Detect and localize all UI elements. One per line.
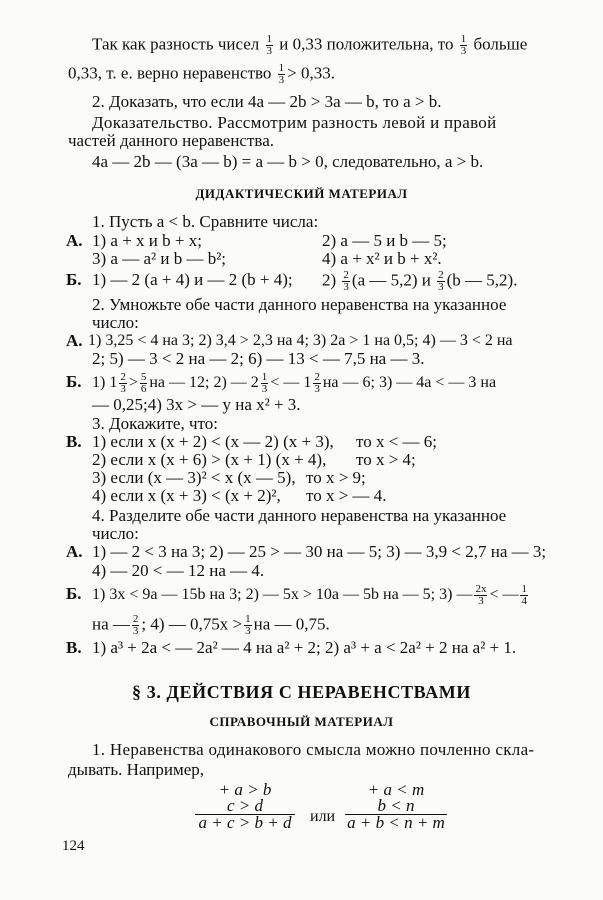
fraction-five-sixths: $\frac{5}{6}$	[140, 371, 147, 395]
page-number: 124	[62, 838, 85, 854]
ex1-label-b: Б.	[66, 270, 82, 289]
fraction-two-thirds: $\frac{2}{3}$	[438, 269, 444, 293]
fraction-one-third: $\frac{1}{3}$	[266, 33, 273, 57]
ex4-label-b: Б.	[66, 584, 82, 603]
heading-didactic: ДИДАКТИЧЕСКИЙ МАТЕРИАЛ	[195, 186, 408, 201]
ex2-a-2: 2; 5) — 3 < 2 на — 2; 6) — 13 < — 7,5 на — 3.	[92, 349, 425, 368]
fraction-two-thirds: $\frac{2}{3}$	[314, 371, 320, 395]
heading-reference: СПРАВОЧНЫЙ МАТЕРИАЛ	[209, 714, 394, 729]
ex1-label-a: А.	[66, 231, 83, 250]
ex3-line-4-cond: 4) если x (x + 3) < (x + 2)²,	[92, 486, 281, 505]
ref1-line-2: дывать. Например,	[68, 760, 205, 779]
ex2-label-a: А.	[66, 331, 83, 350]
ex2-b-2: — 0,25;4) 3x > — y на x² + 3.	[92, 395, 301, 414]
ex2-a-1: 1) 3,25 < 4 на 3; 2) 3,4 > 2,3 на 4; 3) 2a > 1 на 0,5; 4) — 3 < 2 на	[88, 332, 513, 349]
ex4-b-1: 1) 3x < 9a — 15b на 3; 2) — 5x > 10a — 5b на — 5; 3) — $\frac{2x}{3}$ < — $\frac{1}{4}$	[92, 583, 527, 607]
fraction-2x-over-3: $\frac{2x}{3}$	[475, 583, 487, 607]
fraction-two-thirds: $\frac{2}{3}$	[343, 269, 349, 293]
example-or: или	[310, 808, 336, 825]
ex1-a-2: 2) a — 5 и b — 5;	[322, 231, 447, 250]
example-addition-right: + a < m b < n a + b < n + m	[345, 782, 447, 831]
ex4-a-2: 4) — 20 < — 12 на — 4.	[92, 561, 265, 580]
fraction-two-thirds: $\frac{2}{3}$	[120, 371, 126, 395]
intro-line-1: Так как разность чисел $\frac{1}{3}$ и 0,33 положительна, то $\frac{1}{3}$ больше	[92, 33, 528, 57]
ex4-title-1: 4. Разделите обе части данного неравенства на указанное	[92, 506, 507, 525]
ex3-line-4-concl: то x > — 4.	[306, 486, 387, 505]
ex3-line-2-cond: 2) если x (x + 6) > (x + 1) (x + 4),	[92, 450, 327, 469]
ex3-line-3-cond: 3) если (x — 3)² < x (x — 5),	[92, 468, 296, 487]
ex1-a-4: 4) a + x² и b + x².	[322, 249, 442, 268]
fraction-one-third: $\frac{1}{3}$	[245, 613, 251, 637]
proof-line-3: 4a — 2b — (3a — b) = a — b > 0, следовательно, a > b.	[92, 152, 484, 171]
proof-line-1: Доказательство. Рассмотрим разность левой и правой	[92, 113, 497, 132]
ex4-title-2: число:	[92, 524, 139, 543]
ex3-line-1-cond: 1) если x (x + 2) < (x — 2) (x + 3),	[92, 432, 334, 451]
ex3-line-2-concl: то x > 4;	[356, 450, 416, 469]
example-addition-left: + a > b c > d a + c > b + d	[195, 782, 295, 831]
intro-line-2: 0,33, т. е. верно неравенство $\frac{1}{3}$ > 0,33.	[68, 62, 336, 86]
ex3-line-3-concl: то x > 9;	[306, 468, 366, 487]
ex1-a-3: 3) a — a² и b — b²;	[92, 249, 227, 268]
ex1-b-2: 2) $\frac{2}{3}$ (a — 5,2) и $\frac{2}{3}$ (b — 5,2).	[322, 269, 518, 293]
ref1-line-1: 1. Неравенства одинакового смысла можно почленно скла-	[92, 740, 535, 759]
ex3-label-v: В.	[66, 432, 82, 451]
item-2: 2. Доказать, что если 4a — 2b > 3a — b, то a > b.	[92, 92, 442, 111]
ex2-title-1: 2. Умножьте обе части данного неравенства на указанное	[92, 295, 507, 314]
ex2-b-1: 1) 1 $\frac{2}{3}$ > $\frac{5}{6}$ на — 12; 2) — 2 $\frac{1}{3}$ < — 1 $\frac{2}{3}$ на — 6; 3) — 4a < — 3 на	[92, 371, 497, 395]
fraction-one-third: $\frac{1}{3}$	[261, 371, 268, 395]
ex4-a-1: 1) — 2 < 3 на 3; 2) — 25 > — 30 на — 5; 3) — 3,9 < 2,7 на — 3;	[92, 542, 547, 561]
ex1-a-1: 1) a + x и b + x;	[92, 231, 202, 250]
ex1-b-1: 1) — 2 (a + 4) и — 2 (b + 4);	[92, 270, 293, 289]
fraction-one-fourth: $\frac{1}{4}$	[521, 583, 527, 607]
fraction-two-thirds: $\frac{2}{3}$	[132, 613, 139, 637]
ex1-title: 1. Пусть a < b. Сравните числа:	[92, 212, 319, 231]
proof-line-2: частей данного неравенства.	[68, 131, 274, 150]
fraction-one-third: $\frac{1}{3}$	[278, 62, 285, 86]
ex4-label-v: В.	[66, 638, 82, 657]
ex3-line-1-concl: то x < — 6;	[356, 432, 438, 451]
ex4-v-1: 1) a³ + 2a < — 2a² — 4 на a² + 2; 2) a³ + a < 2a² + 2 на a² + 1.	[92, 638, 517, 657]
ex3-title: 3. Докажите, что:	[92, 414, 218, 433]
fraction-one-third: $\frac{1}{3}$	[460, 33, 467, 57]
ex4-b-2: на — $\frac{2}{3}$ ; 4) — 0,75x > $\frac{1}{3}$ на — 0,75.	[92, 613, 330, 637]
ex2-label-b: Б.	[66, 372, 82, 391]
ex2-title-2: число:	[92, 313, 139, 332]
ex4-label-a: А.	[66, 542, 83, 561]
section-title: § 3. ДЕЙСТВИЯ С НЕРАВЕНСТВАМИ	[132, 682, 471, 702]
